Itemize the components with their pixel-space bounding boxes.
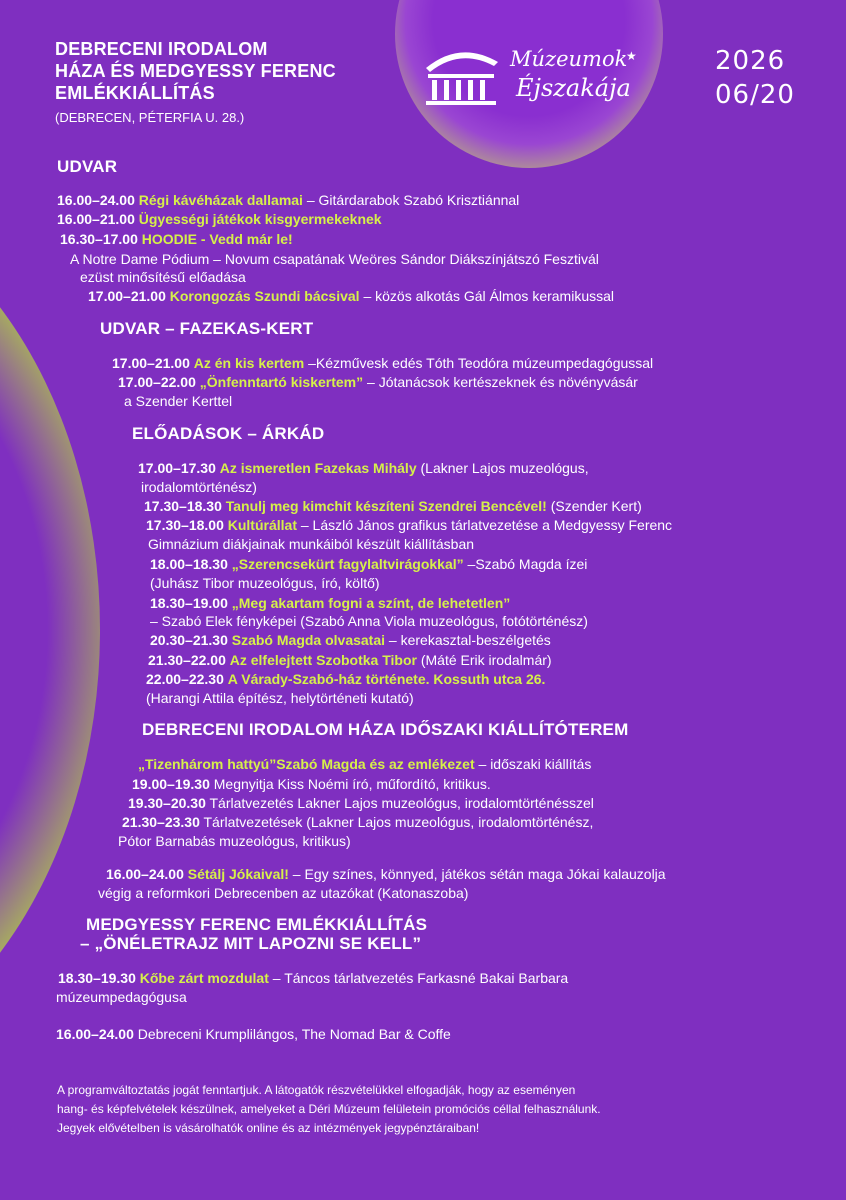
program-row: 17.00–17.30 Az ismeretlen Fazekas Mihály (Lakner Lajos muzeológus, — [138, 460, 589, 476]
program-row: 17.00–21.00 Korongozás Szundi bácsival – közös alkotás Gál Álmos keramikussal — [88, 288, 615, 304]
program-row: „Tizenhárom hattyú”Szabó Magda és az emlékezet – időszaki kiállítás — [138, 756, 592, 772]
svg-text:★: ★ — [626, 49, 637, 63]
event-year: 2026 — [715, 46, 786, 76]
program-row: 21.30–23.30 Tárlatvezetések (Lakner Lajos muzeológus, irodalomtörténész, — [122, 814, 594, 830]
footer-line: Jegyek elővételben is vásárolhatók online és az intézmények jegypénztáraiban! — [57, 1121, 480, 1135]
program-row: 16.00–24.00 Debreceni Krumplilángos, The Nomad Bar & Coffe — [56, 1026, 451, 1042]
venue-title-2: HÁZA ÉS MEDGYESSY FERENC — [55, 61, 336, 81]
venue-title-3: EMLÉKKIÁLLÍTÁS — [55, 83, 215, 103]
program-row: 19.30–20.30 Tárlatvezetés Lakner Lajos muzeológus, irodalomtörténésszel — [128, 795, 594, 811]
venue-header — [55, 38, 415, 125]
program-row: végig a reformkori Debrecenben az utazókat (Katonaszoba) — [98, 885, 469, 901]
program-row: múzeumpedagógusa — [56, 989, 187, 1005]
program-row: a Szender Kerttel — [124, 393, 233, 409]
program-row: 16.00–24.00 Sétálj Jókaival! – Egy színes, könnyed, játékos sétán maga Jókai kalauzolja — [106, 866, 666, 882]
program-row: 22.00–22.30 A Várady-Szabó-ház története. Kossuth utca 26. — [146, 671, 546, 687]
footer-line: hang- és képfelvételek készülnek, amelyeket a Déri Múzeum felületein promóciós céllal felhasználunk. — [57, 1102, 601, 1116]
program-row: (Harangi Attila építész, helytörténeti kutató) — [146, 690, 414, 706]
event-date — [715, 44, 795, 112]
program-row: 17.00–22.00 „Önfenntartó kiskertem” – Jótanácsok kertészeknek és növényvásár — [118, 374, 638, 390]
program-row: 19.00–19.30 Megnyitja Kiss Noémi író, műfordító, kritikus. — [132, 776, 491, 792]
section-title-udvar: UDVAR — [57, 157, 118, 176]
footer-disclaimer — [57, 1081, 757, 1138]
event-day: 06/20 — [715, 80, 795, 110]
logo-text-2: Éjszakája — [516, 74, 631, 102]
program-row: (Juhász Tibor muzeológus, író, költő) — [150, 575, 380, 591]
section-subtitle-medgyessy: – „ÖNÉLETRAJZ MIT LAPOZNI SE KELL” — [80, 934, 422, 953]
program-row: 18.30–19.30 Kőbe zárt mozdulat – Táncos tárlatvezetés Farkasné Bakai Barbara — [58, 970, 569, 986]
program-row: 17.00–21.00 Az én kis kertem –Kézművesk edés Tóth Teodóra múzeumpedagógussal — [112, 355, 654, 371]
program-row: Gimnázium diákjainak munkáiból készült kiállításban — [148, 536, 475, 552]
program-row: Pótor Barnabás muzeológus, kritikus) — [118, 833, 351, 849]
footer-line: A programváltoztatás jogát fenntartjuk. A látogatók részvételükkel elfogadják, hogy az eseményen — [57, 1083, 576, 1097]
program-row: ezüst minősítésű előadása — [80, 269, 246, 285]
program-row: 21.30–22.00 Az elfelejtett Szobotka Tibor (Máté Erik irodalmár) — [148, 652, 552, 668]
program-row: A Notre Dame Pódium – Novum csapatának Weöres Sándor Diákszínjátszó Fesztivál — [70, 251, 599, 267]
venue-title-1: DEBRECENI IRODALOM — [55, 39, 268, 59]
section-title-eloadasok: ELŐADÁSOK – ÁRKÁD — [132, 424, 325, 443]
program-row: 18.30–19.00 „Meg akartam fogni a színt, de lehetetlen” — [150, 595, 511, 611]
section-title-medgyessy: MEDGYESSY FERENC EMLÉKKIÁLLÍTÁS — [86, 915, 428, 934]
program-row: 20.30–21.30 Szabó Magda olvasatai – kerekasztal-beszélgetés — [150, 632, 551, 648]
program-row: 16.00–24.00 Régi kávéházak dallamai – Gitárdarabok Szabó Krisztiánnal — [57, 192, 520, 208]
venue-address: (DEBRECEN, PÉTERFIA U. 28.) — [55, 110, 245, 125]
logo-text-1: Múzeumok — [510, 47, 628, 71]
program-row: 17.30–18.00 Kultúrállat – László János grafikus tárlatvezetése a Medgyessy Ferenc — [146, 517, 673, 533]
program-row: 16.30–17.00 HOODIE - Vedd már le! — [60, 231, 293, 247]
program-row: – Szabó Elek fényképei (Szabó Anna Viola muzeológus, fotótörténész) — [150, 613, 588, 629]
program-row: 18.00–18.30 „Szerencsekürt fagylaltvirágokkal” –Szabó Magda ízei — [150, 556, 588, 572]
museum-building-icon — [420, 38, 640, 108]
section-title-idoszaki: DEBRECENI IRODALOM HÁZA IDŐSZAKI KIÁLLÍTÓTEREM — [142, 720, 629, 739]
program-row: 17.30–18.30 Tanulj meg kimchit készíteni Szendrei Bencével! (Szender Kert) — [144, 498, 642, 514]
section-title-fazekas-kert: UDVAR – FAZEKAS-KERT — [100, 319, 314, 338]
program-row: irodalomtörténész) — [141, 479, 257, 495]
program-row: 16.00–21.00 Ügyességi játékok kisgyermekeknek — [57, 211, 382, 227]
